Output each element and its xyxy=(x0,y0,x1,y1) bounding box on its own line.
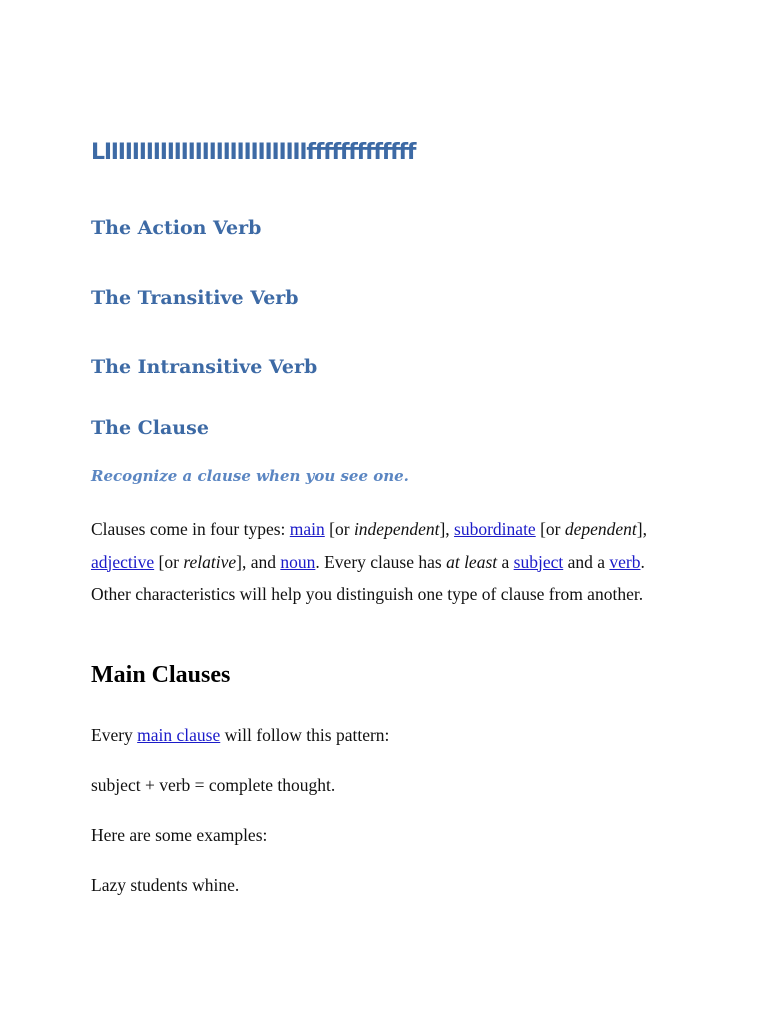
intro-emphasis: dependent xyxy=(564,519,637,539)
heading-main-clauses: Main Clauses xyxy=(91,662,231,688)
intro-paragraph xyxy=(91,513,681,611)
intro-text: [or xyxy=(154,551,184,572)
document-title: LIIIIIIIIIIIIIIIIIIIIIIIIIIIIIfffffffffffff xyxy=(91,140,416,165)
examples-intro: Here are some examples: xyxy=(91,825,268,845)
heading-intransitive-verb: The Intransitive Verb xyxy=(91,356,318,378)
link-adjective[interactable]: adjective xyxy=(91,551,155,572)
link-noun[interactable]: noun xyxy=(280,551,316,572)
intro-emphasis: relative xyxy=(183,551,237,572)
link-subordinate[interactable]: subordinate xyxy=(454,519,536,539)
heading-action-verb: The Action Verb xyxy=(91,217,262,239)
intro-text: a xyxy=(497,551,514,572)
link-subject[interactable]: subject xyxy=(513,551,564,572)
example-sentence: Lazy students whine. xyxy=(91,875,240,895)
intro-text: and a xyxy=(563,551,610,572)
every-text: will follow this pattern: xyxy=(220,725,390,745)
main-clause-pattern-intro xyxy=(91,725,389,746)
link-verb[interactable]: verb xyxy=(609,551,641,572)
intro-text: ], xyxy=(636,519,647,539)
intro-text: ], xyxy=(439,519,455,539)
heading-the-clause: The Clause xyxy=(91,417,209,439)
intro-text: . Other characteristics will help you distinguish one type of clause from another. xyxy=(91,551,645,604)
every-text: Every xyxy=(91,725,138,745)
intro-text: Clauses come in four types: xyxy=(91,519,290,539)
clause-subtitle: Recognize a clause when you see one. xyxy=(91,467,409,485)
intro-text: [or xyxy=(324,519,354,539)
pattern-formula: subject + verb = complete thought. xyxy=(91,775,336,795)
intro-emphasis: independent xyxy=(353,519,440,539)
heading-transitive-verb: The Transitive Verb xyxy=(91,287,299,309)
intro-emphasis: at least xyxy=(446,551,498,572)
intro-text: ], and xyxy=(236,551,281,572)
intro-text: [or xyxy=(535,519,565,539)
link-main[interactable]: main xyxy=(289,519,325,539)
intro-text: . Every clause has xyxy=(315,551,447,572)
link-main-clause[interactable]: main clause xyxy=(137,725,221,745)
